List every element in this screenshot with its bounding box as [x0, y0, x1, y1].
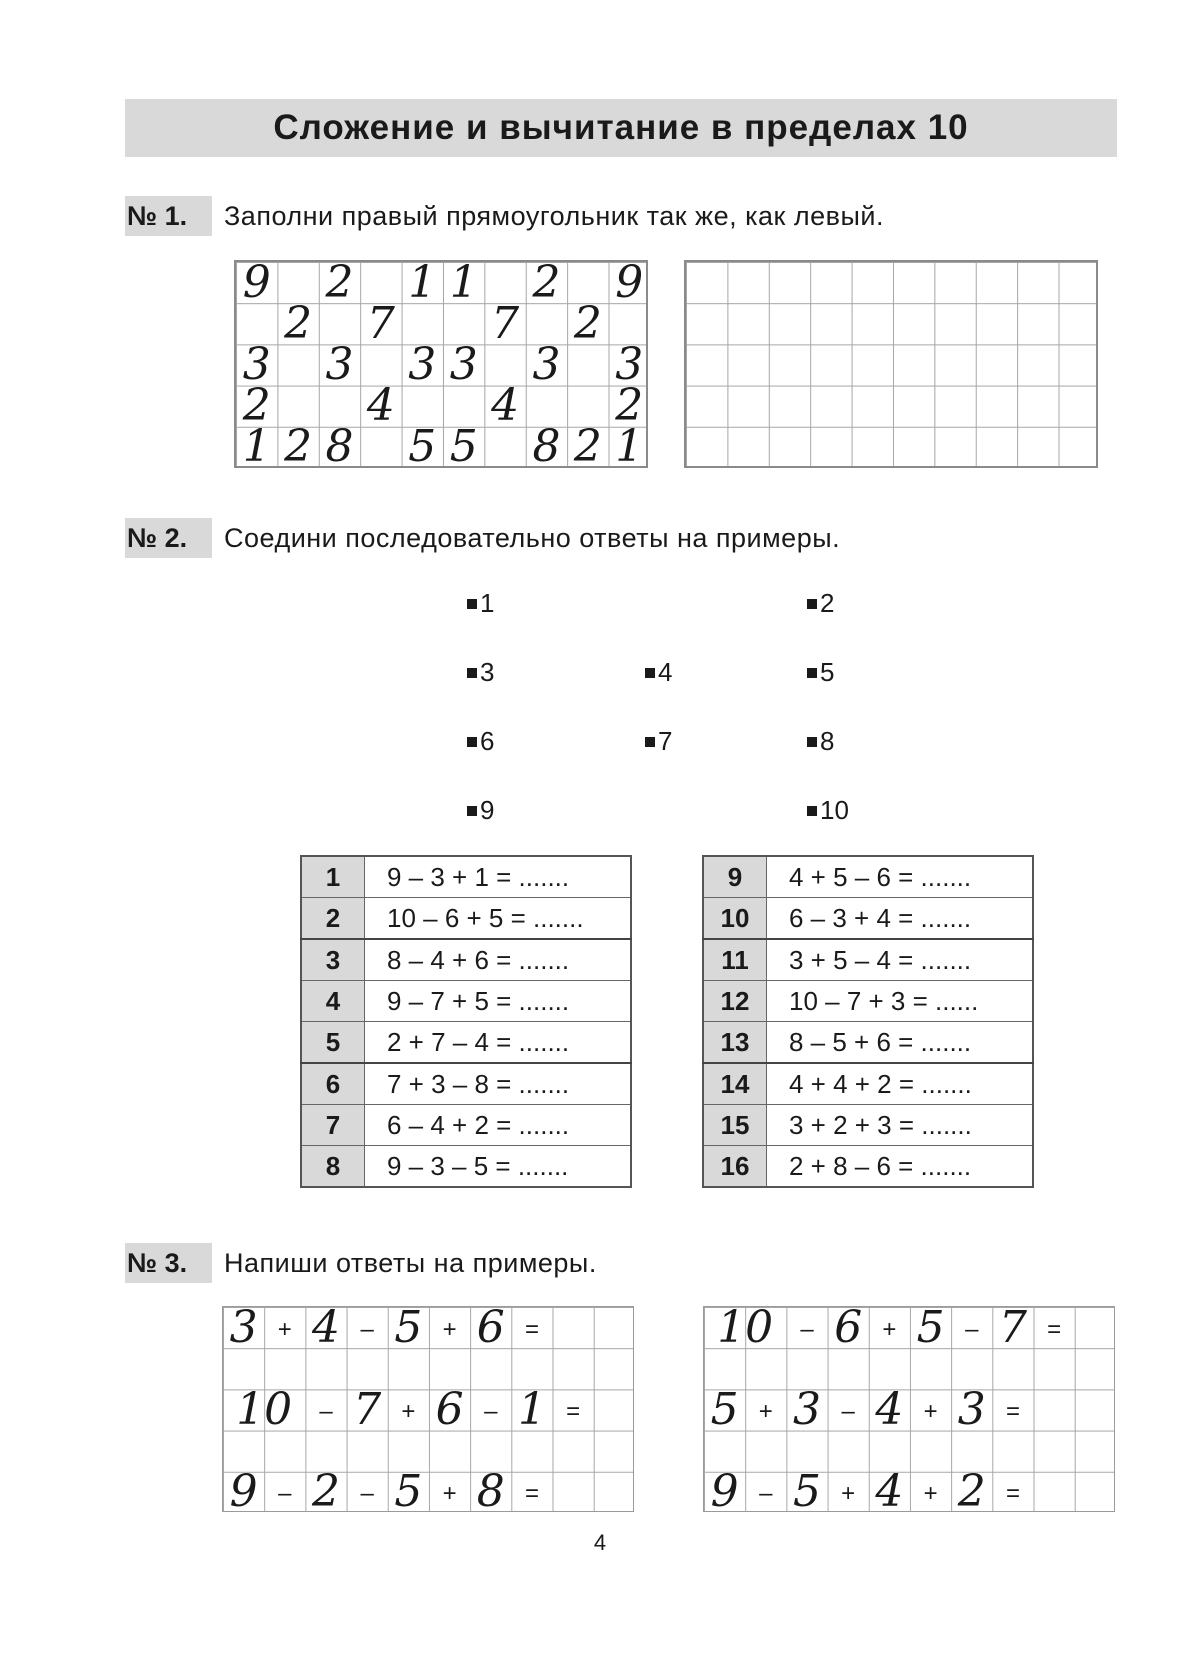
example-expression[interactable]: 7 + 3 – 8 = .......: [365, 1063, 631, 1105]
task3-number: № 3.: [125, 1243, 212, 1283]
dot-label-text: 5: [820, 657, 835, 687]
handwritten-digit: 1: [408, 256, 437, 308]
handwritten-digit: 2: [573, 421, 602, 473]
table-row: [703, 1146, 1033, 1188]
handwritten-digit: 1: [615, 421, 644, 473]
dot-marker-icon: [807, 668, 817, 678]
dot-point-2[interactable]: [807, 588, 834, 619]
handwritten-digit: 5: [449, 421, 478, 473]
table-row: [703, 1063, 1033, 1105]
handwritten-number: 3: [793, 1384, 821, 1435]
example-number: 9: [703, 856, 767, 898]
handwritten-operator: +: [758, 1398, 773, 1425]
handwritten-digit: 2: [325, 256, 354, 308]
example-expression[interactable]: 10 – 7 + 3 = ......: [767, 981, 1033, 1022]
handwritten-number: 10: [236, 1384, 293, 1435]
handwritten-number: 2: [312, 1466, 340, 1518]
dot-point-3[interactable]: [467, 657, 494, 688]
example-expression[interactable]: 2 + 7 – 4 = .......: [365, 1022, 631, 1064]
handwritten-operator: +: [442, 1480, 457, 1508]
example-expression[interactable]: 9 – 3 + 1 = .......: [365, 856, 631, 898]
title-bar: [125, 99, 1117, 157]
table-row: [301, 1063, 631, 1105]
task3-instruction: Напиши ответы на примеры.: [224, 1247, 597, 1278]
handwritten-digit: 9: [242, 256, 271, 308]
example-number: 4: [301, 981, 365, 1022]
handwritten-number: 5: [394, 1301, 423, 1353]
handwritten-number: 3: [229, 1301, 258, 1353]
handwritten-digit: 5: [408, 421, 437, 473]
dot-marker-icon: [467, 599, 477, 609]
task2-header: [125, 518, 840, 558]
handwritten-number: 9: [229, 1466, 258, 1518]
handwritten-number: 10: [717, 1301, 774, 1353]
dot-marker-icon: [807, 599, 817, 609]
handwritten-operator: –: [278, 1480, 292, 1508]
example-expression[interactable]: 3 + 5 – 4 = .......: [767, 939, 1033, 981]
task3-grid-right[interactable]: [703, 1301, 1115, 1518]
task3-header: [125, 1243, 597, 1283]
example-number: 2: [301, 898, 365, 940]
dot-point-8[interactable]: [807, 726, 834, 757]
dot-label-text: 6: [480, 726, 495, 756]
table-row: [301, 1146, 631, 1188]
handwritten-operator: –: [484, 1398, 498, 1425]
task1-instruction: Заполни правый прямоугольник так же, как левый.: [224, 200, 884, 231]
handwritten-number: 4: [875, 1466, 904, 1518]
handwritten-digit: 2: [573, 297, 602, 349]
handwritten-operator: +: [277, 1315, 292, 1343]
handwritten-number: 5: [394, 1466, 423, 1518]
dot-point-6[interactable]: [467, 726, 494, 757]
handwritten-digit: 3: [242, 339, 271, 390]
handwritten-number: 8: [476, 1466, 505, 1518]
handwritten-digit: 7: [491, 297, 520, 349]
handwritten-operator: =: [1047, 1315, 1062, 1343]
task2-number: № 2.: [125, 518, 212, 558]
table-row: [703, 856, 1033, 898]
handwritten-number: 3: [957, 1384, 986, 1435]
dot-label-text: 4: [658, 657, 673, 687]
table-row: [703, 939, 1033, 981]
handwritten-number: 5: [793, 1466, 821, 1518]
table-row: [301, 981, 631, 1022]
example-number: 11: [703, 939, 767, 981]
table-row: [703, 898, 1033, 940]
examples-table-left: [300, 855, 632, 1188]
dot-label-text: 9: [480, 795, 495, 825]
handwritten-digit: 8: [325, 421, 354, 473]
dot-point-1[interactable]: [467, 588, 494, 619]
handwritten-number: 4: [875, 1384, 904, 1435]
handwritten-digit: 8: [532, 421, 561, 473]
example-number: 7: [301, 1105, 365, 1146]
example-number: 1: [301, 856, 365, 898]
handwritten-operator: –: [841, 1398, 855, 1425]
example-number: 8: [301, 1146, 365, 1188]
dot-marker-icon: [807, 806, 817, 816]
example-number: 6: [301, 1063, 365, 1105]
example-expression[interactable]: 9 – 3 – 5 = .......: [365, 1146, 631, 1188]
dot-point-4[interactable]: [645, 657, 672, 688]
dot-label-text: 8: [820, 726, 835, 756]
dot-point-9[interactable]: [467, 795, 494, 826]
example-expression[interactable]: 4 + 5 – 6 = .......: [767, 856, 1033, 898]
handwritten-number: 1: [518, 1384, 546, 1435]
page-title: Сложение и вычитание в пределах 10: [273, 108, 969, 147]
handwritten-digit: 3: [449, 339, 478, 390]
dot-marker-icon: [807, 737, 817, 747]
handwritten-digit: 2: [532, 256, 561, 308]
handwritten-operator: +: [841, 1480, 856, 1508]
handwritten-operator: –: [965, 1315, 979, 1343]
handwritten-digit: 3: [532, 339, 561, 390]
handwritten-number: 2: [957, 1466, 986, 1518]
handwritten-number: 5: [916, 1301, 945, 1353]
task1-number: № 1.: [125, 196, 212, 236]
handwritten-digit: 3: [408, 339, 437, 390]
handwritten-digit: 3: [325, 339, 354, 390]
handwritten-number: 7: [999, 1301, 1027, 1353]
handwritten-operator: =: [1005, 1398, 1021, 1425]
handwritten-digit: 1: [449, 256, 478, 308]
example-number: 3: [301, 939, 365, 981]
table-row: [703, 1022, 1033, 1064]
handwritten-operator: –: [759, 1480, 773, 1508]
table-row: [301, 939, 631, 981]
table-row: [301, 1105, 631, 1146]
dot-label-text: 3: [480, 657, 495, 687]
example-expression[interactable]: 6 – 3 + 4 = .......: [767, 898, 1033, 940]
example-expression[interactable]: 8 – 4 + 6 = .......: [365, 939, 631, 981]
table-row: [301, 856, 631, 898]
dot-point-7[interactable]: [645, 726, 672, 757]
example-expression[interactable]: 4 + 4 + 2 = .......: [767, 1063, 1033, 1105]
handwritten-digit: 1: [242, 421, 271, 473]
example-expression[interactable]: 8 – 5 + 6 = .......: [767, 1022, 1033, 1064]
task1-header: [125, 196, 884, 236]
table-row: [301, 898, 631, 940]
handwritten-operator: =: [524, 1480, 540, 1508]
example-number: 10: [703, 898, 767, 940]
handwritten-number: 5: [710, 1384, 739, 1435]
handwritten-operator: =: [1005, 1480, 1021, 1508]
dot-label-text: 7: [658, 726, 673, 756]
dot-label-text: 2: [820, 588, 835, 618]
handwritten-operator: +: [923, 1398, 938, 1425]
handwritten-operator: +: [923, 1480, 938, 1508]
example-expression[interactable]: 10 – 6 + 5 = .......: [365, 898, 631, 940]
handwritten-digit: 9: [615, 256, 644, 308]
dot-marker-icon: [467, 806, 477, 816]
handwritten-number: 7: [353, 1384, 382, 1435]
page-number: 4: [593, 1530, 607, 1555]
handwritten-number: 6: [834, 1301, 863, 1353]
handwritten-digit: 2: [615, 380, 644, 432]
example-number: 13: [703, 1022, 767, 1064]
handwritten-operator: –: [360, 1480, 374, 1508]
examples-table-right: [702, 855, 1034, 1188]
handwritten-digit: 3: [615, 339, 644, 390]
task3-grid-left[interactable]: [222, 1301, 634, 1518]
example-number: 12: [703, 981, 767, 1022]
handwritten-operator: +: [401, 1398, 416, 1425]
task2-instruction: Соедини последовательно ответы на примеры.: [224, 522, 841, 553]
dot-point-5[interactable]: [807, 657, 834, 688]
handwritten-operator: +: [882, 1315, 897, 1343]
example-number: 14: [703, 1063, 767, 1105]
handwritten-number: 9: [710, 1466, 739, 1518]
handwritten-operator: +: [442, 1315, 457, 1343]
handwritten-digit: 4: [491, 380, 520, 432]
dot-marker-icon: [645, 668, 655, 678]
handwritten-number: 6: [435, 1384, 464, 1435]
dot-label-text: 1: [480, 588, 495, 618]
dot-marker-icon: [467, 668, 477, 678]
example-number: 15: [703, 1105, 767, 1146]
example-expression[interactable]: 9 – 7 + 5 = .......: [365, 981, 631, 1022]
handwritten-digit: 2: [284, 297, 313, 349]
example-number: 16: [703, 1146, 767, 1188]
handwritten-digit: 7: [366, 297, 395, 349]
example-number: 5: [301, 1022, 365, 1064]
handwritten-operator: =: [524, 1315, 540, 1343]
dot-marker-icon: [645, 737, 655, 747]
handwritten-digit: 2: [284, 421, 313, 473]
handwritten-digit: 2: [242, 380, 271, 432]
handwritten-digit: 4: [366, 380, 395, 432]
handwritten-operator: –: [800, 1315, 814, 1343]
dot-label-text: 10: [820, 795, 849, 825]
handwritten-operator: –: [319, 1398, 333, 1425]
task1-empty-grid[interactable]: [684, 260, 1098, 468]
handwritten-operator: –: [360, 1315, 374, 1343]
handwritten-number: 6: [476, 1301, 505, 1353]
example-expression[interactable]: 6 – 4 + 2 = .......: [365, 1105, 631, 1146]
table-row: [703, 981, 1033, 1022]
table-row: [703, 1105, 1033, 1146]
example-expression[interactable]: 2 + 8 – 6 = .......: [767, 1146, 1033, 1188]
handwritten-number: 4: [312, 1301, 340, 1353]
task1-sample-grid: [234, 256, 648, 473]
handwritten-operator: =: [566, 1398, 581, 1425]
example-expression[interactable]: 3 + 2 + 3 = .......: [767, 1105, 1033, 1146]
table-row: [301, 1022, 631, 1064]
dot-marker-icon: [467, 737, 477, 747]
dot-point-10[interactable]: [807, 795, 849, 826]
